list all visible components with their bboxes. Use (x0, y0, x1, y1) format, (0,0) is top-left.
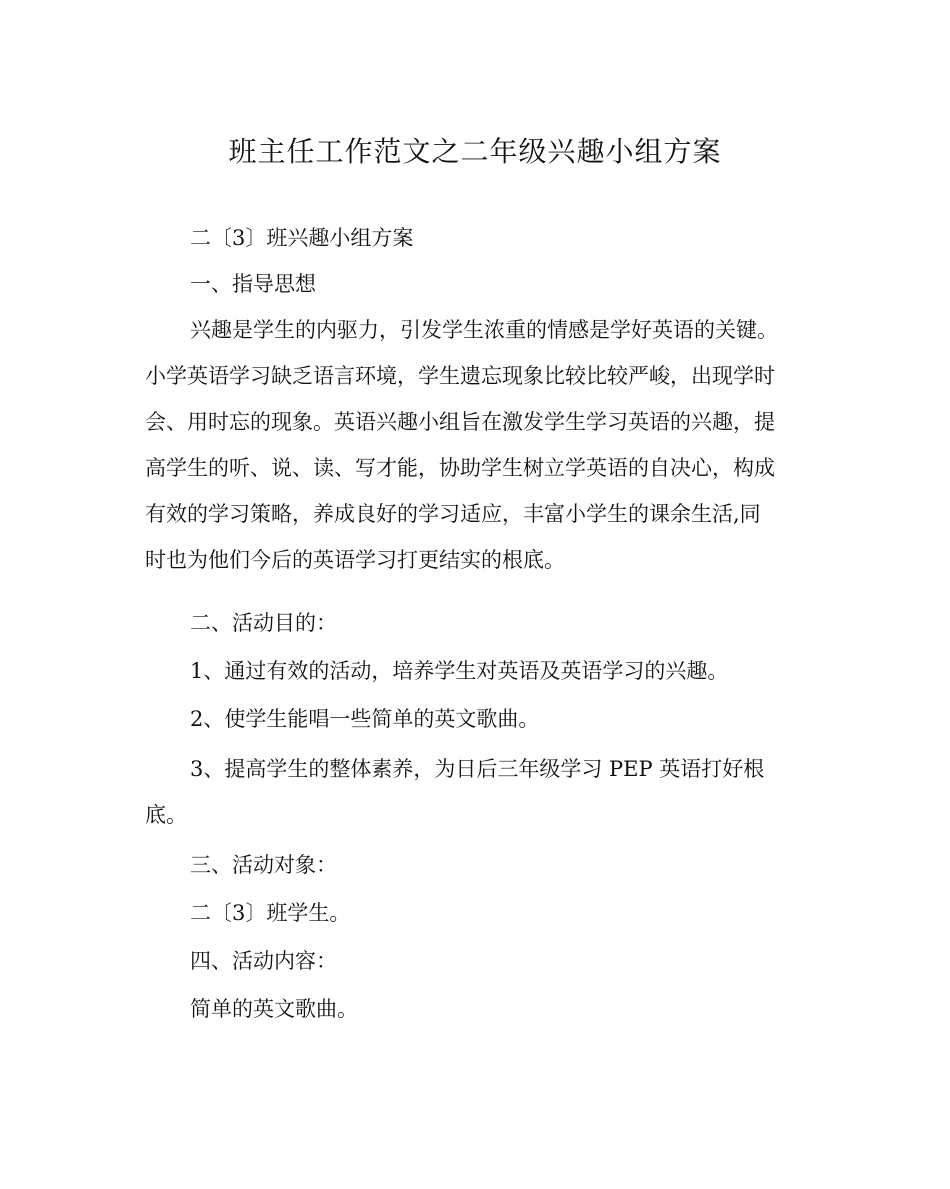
paragraph-line: 有效的学习策略，养成良好的学习适应，丰富小学生的课余生活,同 (145, 502, 761, 526)
paragraph-line: 会、用时忘的现象。英语兴趣小组旨在激发学生学习英语的兴趣，提 (145, 410, 775, 434)
paragraph-line: 小学英语学习缺乏语言环境，学生遗忘现象比较比较严峻，出现学时 (145, 364, 775, 388)
section1-paragraph (145, 307, 805, 583)
section2-item2: 2、使学生能唱一些简单的英文歌曲。 (190, 707, 540, 731)
section1-heading: 一、指导思想 (190, 272, 316, 296)
section3-heading: 三、活动对象： (190, 853, 337, 877)
section4-heading: 四、活动内容： (190, 949, 337, 973)
section3-content: 二〔3〕班学生。 (190, 901, 351, 925)
subtitle: 二〔3〕班兴趣小组方案 (190, 226, 414, 250)
section2-item1: 1、通过有效的活动，培养学生对英语及英语学习的兴趣。 (190, 659, 729, 683)
paragraph-line: 底。 (145, 803, 187, 827)
paragraph-line: 时也为他们今后的英语学习打更结实的根底。 (145, 548, 565, 572)
section2-heading: 二、活动目的： (190, 611, 337, 635)
paragraph-line: 高学生的听、说、读、写才能，协助学生树立学英语的自决心，构成 (145, 456, 775, 480)
section2-item3 (145, 746, 805, 838)
section4-content: 简单的英文歌曲。 (190, 997, 358, 1021)
document-title: 班主任工作范文之二年级兴趣小组方案 (228, 135, 722, 168)
paragraph-line: 兴趣是学生的内驱力，引发学生浓重的情感是学好英语的关键。 (190, 318, 778, 342)
paragraph-line: 3、提高学生的整体素养，为日后三年级学习 PEP 英语打好根 (190, 757, 765, 781)
